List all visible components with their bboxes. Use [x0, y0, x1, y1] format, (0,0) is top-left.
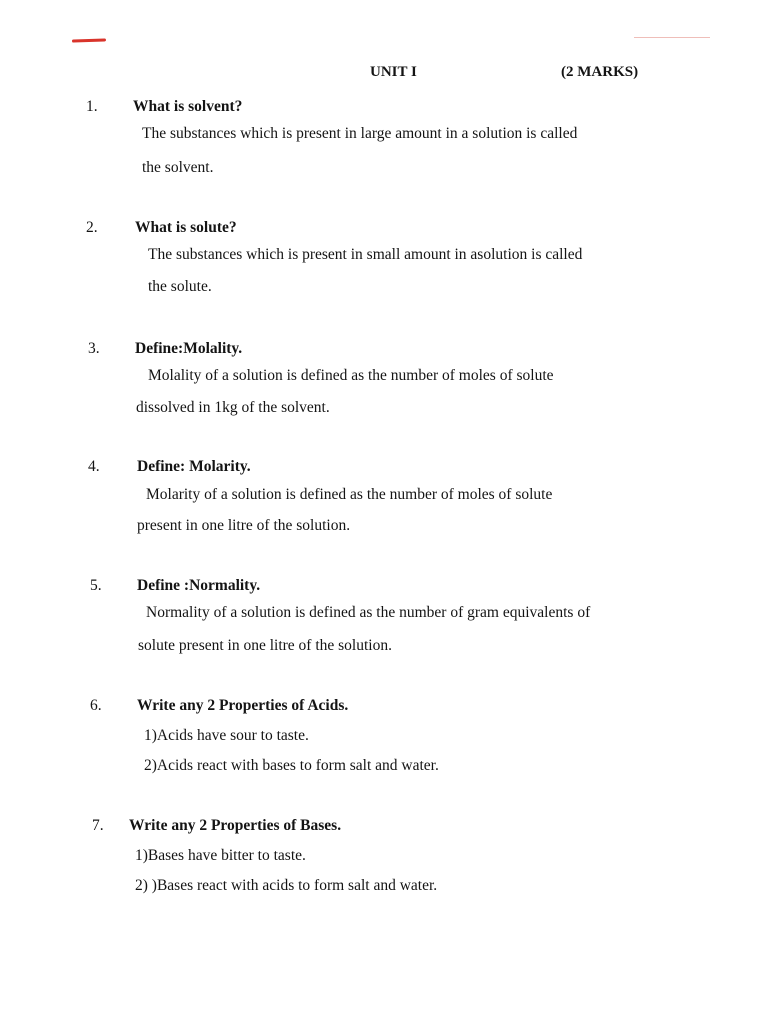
question-title: Write any 2 Properties of Bases.: [129, 817, 342, 834]
question-number: 4.: [88, 458, 100, 475]
answer-line: The substances which is present in large amount in a solution is called: [142, 125, 578, 142]
question-block: [0, 697, 768, 787]
question-number: 2.: [86, 219, 98, 236]
answer-line: Normality of a solution is defined as the number of gram equivalents of: [146, 604, 591, 621]
question-block: [0, 219, 768, 309]
question-title: Define: Molarity.: [137, 458, 251, 475]
question-block: [0, 458, 768, 548]
question-number: 7.: [92, 817, 104, 834]
page-header: [0, 64, 768, 88]
question-title: What is solute?: [135, 219, 237, 236]
answer-line: Molarity of a solution is defined as the number of moles of solute: [146, 486, 553, 503]
question-block: [0, 340, 768, 430]
question-title: Define:Molality.: [135, 340, 243, 357]
answer-line: dissolved in 1kg of the solvent.: [136, 399, 330, 416]
question-title: What is solvent?: [133, 98, 243, 115]
answer-line: Molality of a solution is defined as the number of moles of solute: [148, 367, 554, 384]
question-title: Define :Normality.: [137, 577, 261, 594]
answer-line: solute present in one litre of the solution.: [138, 637, 392, 654]
answer-line: the solute.: [148, 278, 212, 295]
question-title: Write any 2 Properties of Acids.: [137, 697, 349, 714]
question-number: 3.: [88, 340, 100, 357]
red-pen-mark: [634, 37, 710, 38]
answer-line: The substances which is present in small amount in asolution is called: [148, 246, 583, 263]
answer-line: 1)Acids have sour to taste.: [144, 727, 309, 744]
answer-line: present in one litre of the solution.: [137, 517, 351, 534]
question-number: 1.: [86, 98, 98, 115]
unit-title: UNIT I: [370, 64, 417, 80]
question-block: [0, 577, 768, 667]
answer-line: the solvent.: [142, 159, 214, 176]
question-block: [0, 98, 768, 188]
question-number: 5.: [90, 577, 102, 594]
answer-line: 2)Acids react with bases to form salt and water.: [144, 757, 439, 774]
marks-label: (2 MARKS): [561, 64, 639, 80]
red-pen-mark: [72, 38, 106, 42]
question-number: 6.: [90, 697, 102, 714]
answer-line: 2) )Bases react with acids to form salt and water.: [135, 877, 438, 894]
answer-line: 1)Bases have bitter to taste.: [135, 847, 306, 864]
question-block: [0, 817, 768, 907]
